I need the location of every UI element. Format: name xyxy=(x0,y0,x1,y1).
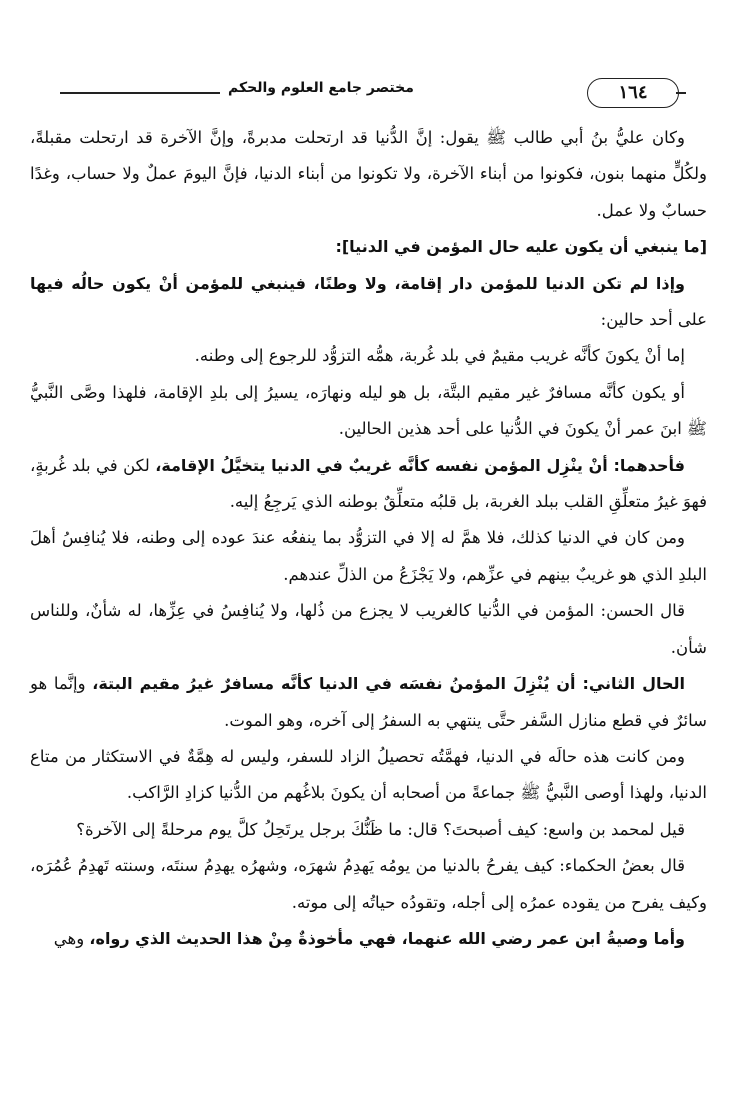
paragraph xyxy=(30,448,707,521)
paragraph-text: وإنَّما هو سائرٌ في قطع منازل السَّفر حتَّى ينتهي به السفرُ إلى آخره، وهو الموت. xyxy=(30,674,707,730)
paragraph-text: على أحد حالين: xyxy=(600,310,707,330)
paragraph-lead: الحال الثاني: أن يُنْزِلَ المؤمنُ نفسَه في الدنيا كأنَّه مسافرٌ غيرُ مقيم البتة، xyxy=(92,674,685,694)
paragraph-text: لكن في بلد غُربةٍ، فهوَ غيرُ متعلِّقِ القلب ببلد الغربة، بل قلبُه متعلِّقٌ بوطنه الذي يَرجِعُ إليه. xyxy=(30,455,707,512)
paragraph-text: وهي xyxy=(53,928,90,948)
paragraph xyxy=(30,812,707,848)
paragraph-text: قال بعضُ الحكماء: كيف يفرحُ بالدنيا من يومُه يَهدِمُ شهرَه، وشهرُه يهدِمُ سنتَه، وسنته تَهدِمُ عُمُرَه، وكيف يفرح من يقوده عمرُه إلى أجله، وتقودُه حياتُه إلى موته. xyxy=(30,856,707,912)
paragraph-text: أو يكون كأنَّه مسافرٌ غير مقيم البتَّة، بل هو ليله ونهارَه، يسيرُ إلى بلدِ الإقامة، فلهذا وصَّى النَّبيُّ ﷺ ابنَ عمر أنْ يكونَ في الدُّنيا على أحد هذين الحالين. xyxy=(30,382,707,439)
paragraph xyxy=(30,921,707,957)
paragraph xyxy=(30,120,707,229)
heading-text: [ما ينبغي أن يكون عليه حال المؤمن في الدنيا]: xyxy=(335,237,707,257)
paragraph-text: ومن كان في الدنيا كذلك، فلا همَّ له إلا في التزوُّد بما ينفعُه عندَ عوده إلى وطنه، فلا يُنافِسُ أهلَ البلدِ الذي هو غريبٌ بينهم في عزِّهم، ولا يَجْزَعُ من الذلِّ عندهم. xyxy=(30,528,707,584)
paragraph-lead: فأحدهما: أنْ ينْزِل المؤمن نفسه كأنَّه غريبٌ في الدنيا يتخيَّلُ الإقامة، xyxy=(155,455,685,475)
page-number: ١٦٤ xyxy=(587,78,679,108)
book-title: مختصر جامع العلوم والحكم xyxy=(228,80,414,96)
header-rule xyxy=(60,92,220,94)
paragraph-lead: وأما وصيةُ ابن عمر رضي الله عنهما، فهي مأخوذةٌ مِنْ هذا الحديث الذي رواه، xyxy=(89,928,685,948)
page-body xyxy=(30,120,707,957)
page-header xyxy=(0,76,737,112)
section-heading xyxy=(30,229,707,265)
paragraph-text: قال الحسن: المؤمن في الدُّنيا كالغريب لا يجزع من ذُلها، ولا يُنافِسُ في عِزِّها، له شأنٌ، وللناس شأن. xyxy=(30,601,707,657)
paragraph xyxy=(30,520,707,593)
paragraph-text: إما أنْ يكونَ كأنَّه غريب مقيمٌ في بلد غُربة، همُّه التزوُّد للرجوع إلى وطنه. xyxy=(194,346,685,366)
paragraph xyxy=(30,739,707,812)
paragraph xyxy=(30,848,707,921)
paragraph-lead: وإذا لم تكن الدنيا للمؤمن دار إقامة، ولا وطنًا، فينبغي للمؤمن أنْ يكون حالُه فيها xyxy=(30,273,685,293)
paragraph xyxy=(30,375,707,448)
paragraph-text: قيل لمحمد بن واسع: كيف أصبحتَ؟ قال: ما ظَنُّكَ برجل يرتَحِلُ كلَّ يوم مرحلةً إلى الآخرة؟ xyxy=(76,819,685,839)
paragraph xyxy=(30,666,707,739)
paragraph xyxy=(30,338,707,374)
paragraph xyxy=(30,593,707,666)
paragraph xyxy=(30,266,707,339)
paragraph-text: ومن كانت هذه حالَه في الدنيا، فهمَّتُه تحصيلُ الزاد للسفر، وليس له هِمَّةٌ في الاستكثار من متاع الدنيا، ولهذا أوصى النَّبيُّ ﷺ جماعةً من أصحابه أن يكونَ بلاغُهم من الدُّنيا كزادِ الرَّاكب. xyxy=(30,746,707,803)
paragraph-text: وكان عليُّ بنُ أبي طالب ﷺ يقول: إنَّ الدُّنيا قد ارتحلت مدبرةً، وإنَّ الآخرة قد ارتحلت مقبلةً، ولكُلٍّ منهما بنون، فكونوا من أبناء الآخرة، ولا تكونوا من أبناء الدنيا، فإنَّ اليومَ عملٌ ولا حساب، وغدًا حسابٌ ولا عمل. xyxy=(30,128,707,220)
